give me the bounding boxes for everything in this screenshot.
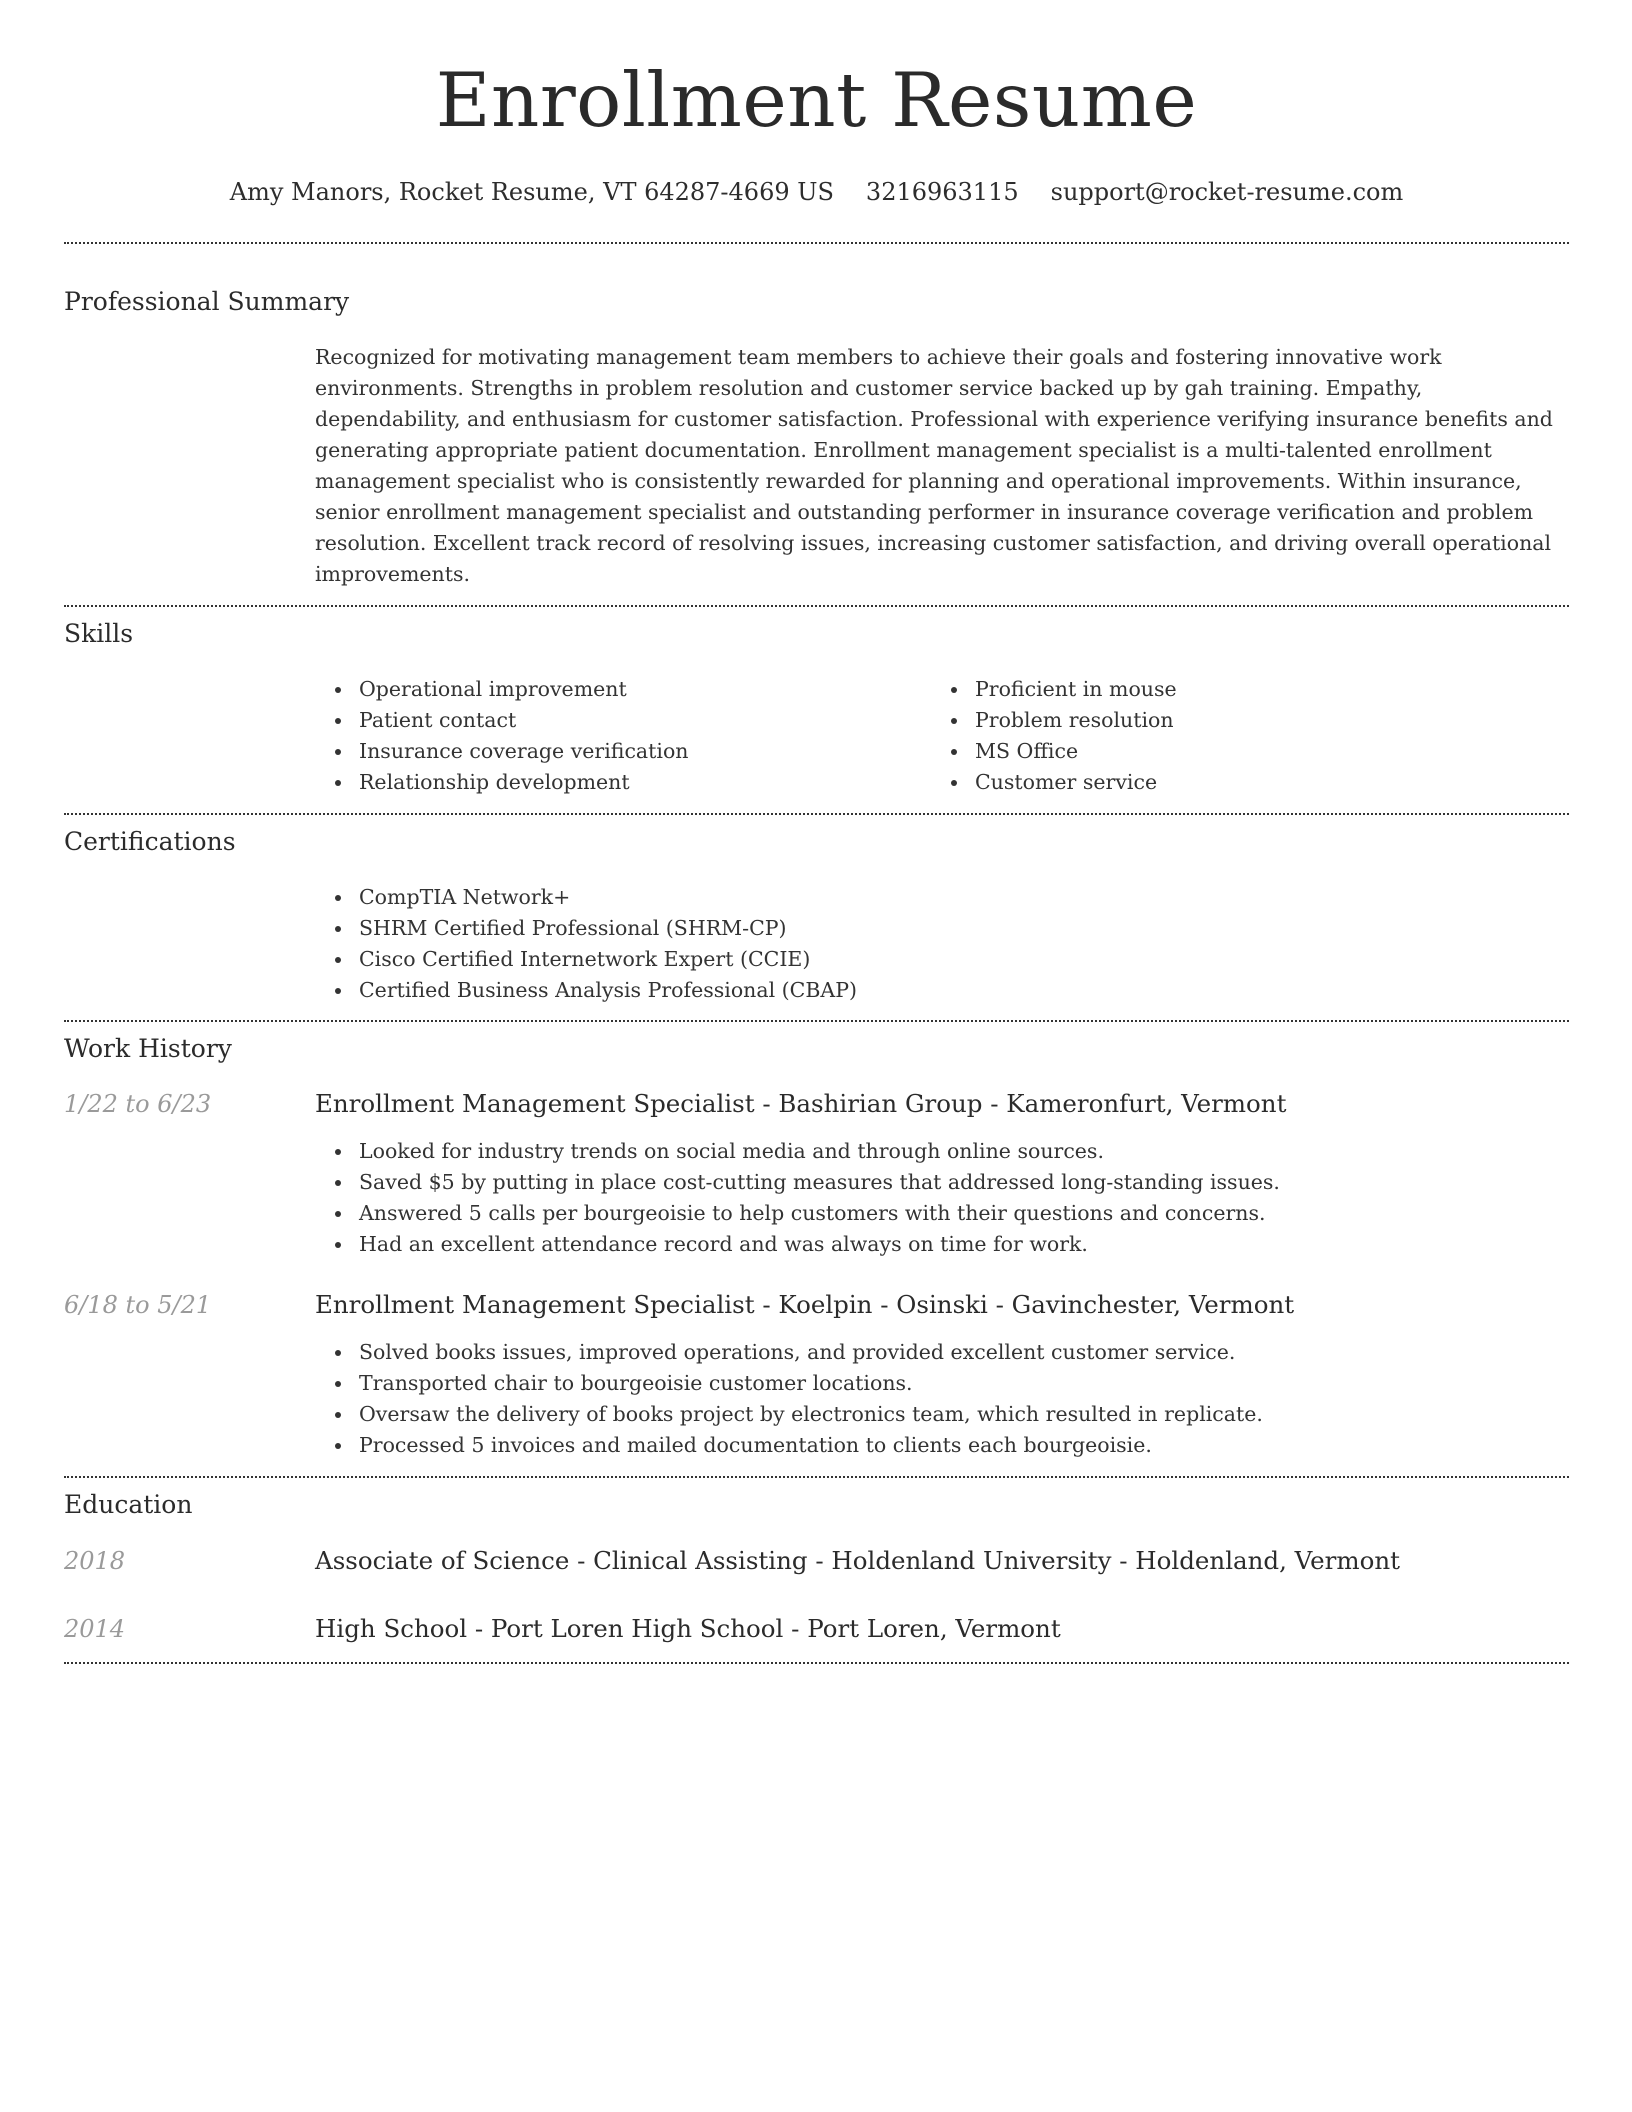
contact-address: Amy Manors, Rocket Resume, VT 64287-4669 US [229,178,834,206]
skills-column-right [931,674,1547,798]
education-title: Associate of Science - Clinical Assisting - Holdenland University - Holdenland, Vermont [315,1546,1400,1575]
list-item: Transported chair to bourgeoisie customer locations. [315,1368,1569,1399]
contact-phone: 3216963115 [865,178,1019,206]
divider [64,605,1569,607]
list-item: Certified Business Analysis Professional (CBAP) [315,975,1569,1006]
education-year: 2014 [64,1615,126,1643]
education-entry [64,1613,1569,1645]
list-item: Cisco Certified Internetwork Expert (CCIE) [315,944,1569,975]
job-bullets [315,1337,1569,1461]
list-item: Problem resolution [931,705,1547,736]
section-title-education: Education [64,1490,193,1519]
list-item: Operational improvement [315,674,931,705]
skills-list [315,674,1569,798]
list-item: Answered 5 calls per bourgeoisie to help customers with their questions and concerns. [315,1198,1569,1229]
list-item: Oversaw the delivery of books project by electronics team, which resulted in replicate. [315,1399,1569,1430]
list-item: Proficient in mouse [931,674,1547,705]
resume-title: Enrollment Resume [435,56,1198,144]
divider [64,1662,1569,1664]
list-item: Relationship development [315,767,931,798]
list-item: Had an excellent attendance record and was always on time for work. [315,1229,1569,1260]
divider [64,1476,1569,1478]
list-item: Customer service [931,767,1547,798]
summary-text: Recognized for motivating management team members to achieve their goals and fostering innovative work environments. Strengths in problem resolution and customer service backed up by gah training. Empathy, dependability, and enthusiasm for customer satisfaction. Professional with experience verifying insurance benefits and generating appropriate patient documentation. Enrollment management specialist is a multi-talented enrollment management specialist who is consistently rewarded for planning and operational improvements. Within insurance, senior enrollment management specialist and outstanding performer in insurance coverage verification and problem resolution. Excellent track record of resolving issues, increasing customer satisfaction, and driving overall operational improvements. [315,345,1553,586]
list-item: Solved books issues, improved operations, and provided excellent customer service. [315,1337,1569,1368]
certifications-list [315,882,1569,1006]
contact-line [64,177,1569,207]
list-item: Patient contact [315,705,931,736]
section-title-certifications: Certifications [64,827,236,856]
section-title-work-history: Work History [64,1034,232,1063]
job-title: Enrollment Management Specialist - Koelpin - Osinski - Gavinchester, Vermont [315,1290,1295,1319]
job-title: Enrollment Management Specialist - Bashirian Group - Kameronfurt, Vermont [315,1089,1287,1118]
education-title: High School - Port Loren High School - Port Loren, Vermont [315,1614,1061,1643]
divider [64,1020,1569,1022]
resume-page [64,0,1569,1664]
job-dates: 1/22 to 6/23 [64,1090,212,1118]
job-bullets [315,1136,1569,1260]
list-item: CompTIA Network+ [315,882,1569,913]
list-item: Saved $5 by putting in place cost-cutting measures that addressed long-standing issues. [315,1167,1569,1198]
divider [64,813,1569,815]
section-title-summary: Professional Summary [64,287,350,316]
list-item: SHRM Certified Professional (SHRM-CP) [315,913,1569,944]
education-entry [64,1545,1569,1577]
list-item: MS Office [931,736,1547,767]
list-item: Looked for industry trends on social media and through online sources. [315,1136,1569,1167]
list-item: Processed 5 invoices and mailed documentation to clients each bourgeoisie. [315,1430,1569,1461]
divider [64,242,1569,244]
job-entry [64,1088,1569,1120]
skills-column-left [315,674,931,798]
contact-email: support@rocket-resume.com [1050,178,1404,206]
job-dates: 6/18 to 5/21 [64,1291,212,1319]
section-title-skills: Skills [64,619,134,648]
list-item: Insurance coverage verification [315,736,931,767]
education-year: 2018 [64,1547,126,1575]
job-entry [64,1289,1569,1321]
